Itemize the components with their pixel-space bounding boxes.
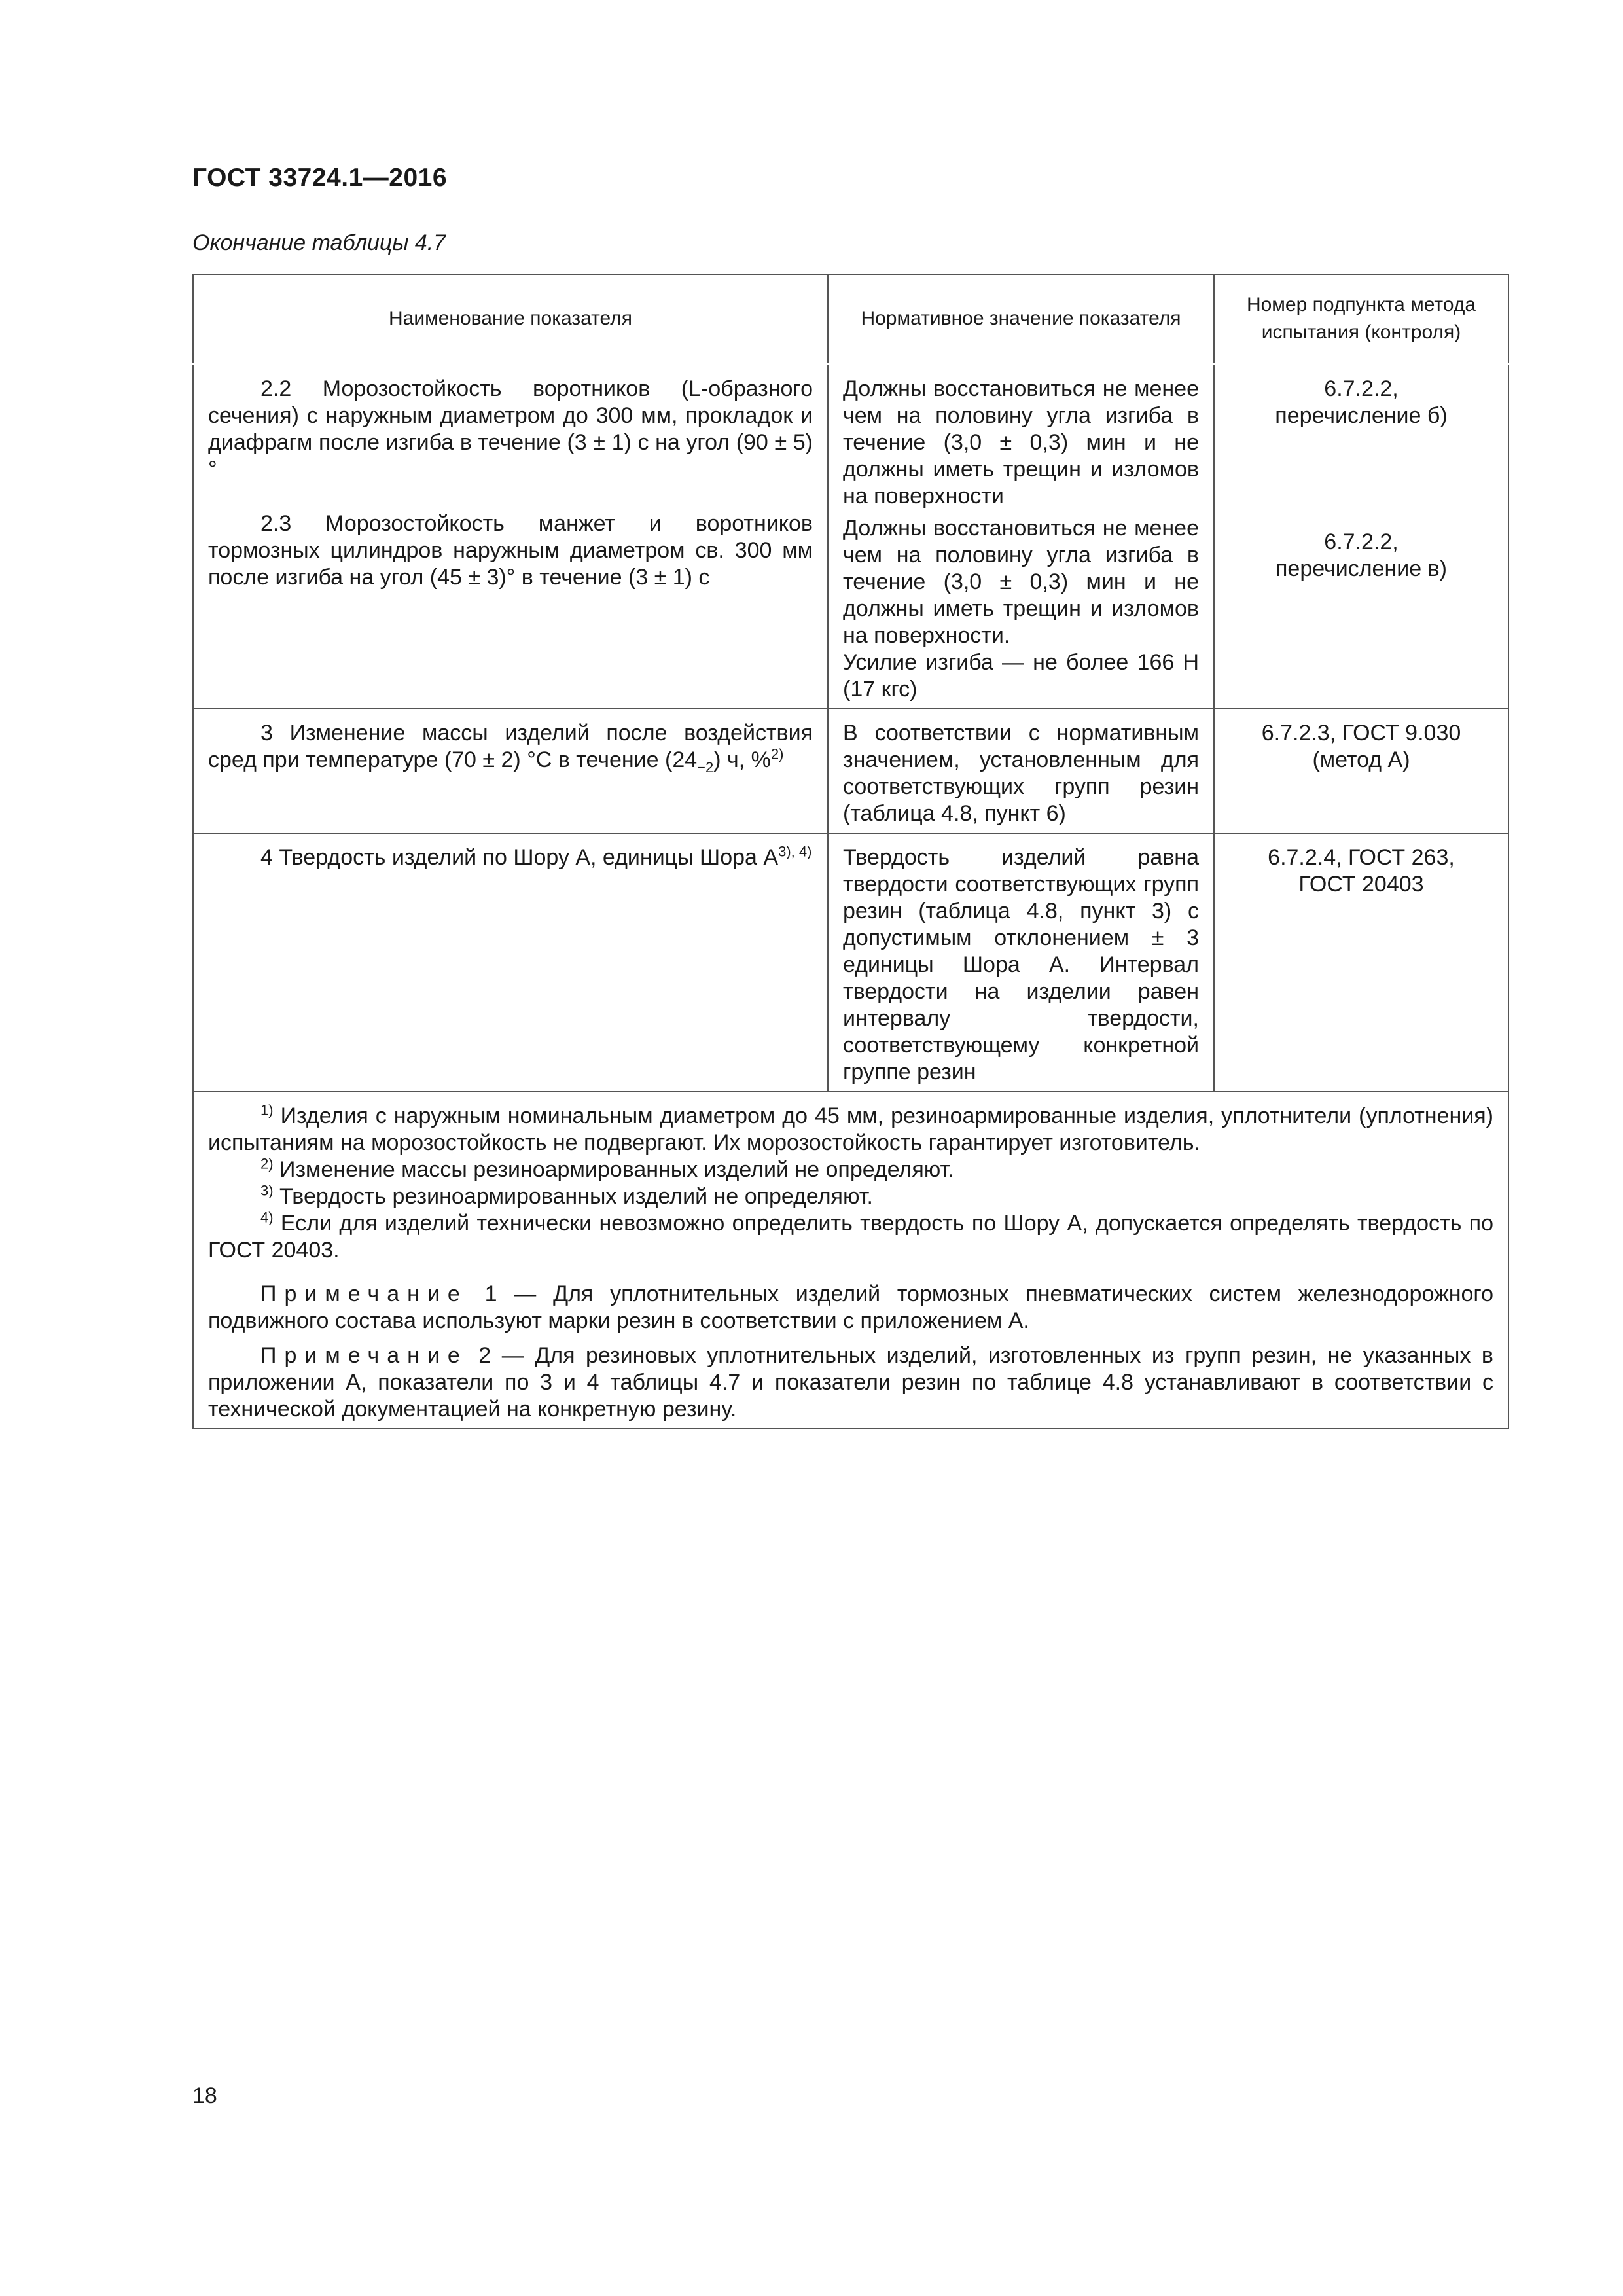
normative-value: Твердость изделий равна твердости соответствующих групп резин (таблица 4.8, пункт 3) с допустимым отклонением ± 3 единицы Шора А. Интервал твердости на изделии равен интервалу твердости, соответствующему конкретной группе резин [843,845,1199,1085]
test-method-ref [1229,720,1493,774]
footnote: $^{4)}$ Если для изделий технически невозможно определить твердость по Шору А, допускается определять твердость по ГОСТ 20403. [208,1209,1493,1263]
test-method-cell [1214,709,1508,833]
table-caption: Окончание таблицы 4.7 [192,230,446,255]
table-notes-row [193,1092,1508,1429]
normative-value: Должны восстановиться не менее чем на половину угла изгиба в течение (3,0 ± 0,3) мин и не должны иметь трещин и изломов на поверхности. [843,516,1199,648]
page-number: 18 [192,2083,217,2108]
header-indicator-name: Наименование показателя [193,274,828,364]
indicator-name-cell [193,709,828,833]
test-method-ref-line: (метод А) [1312,747,1410,772]
specification-table [192,274,1509,1429]
table-note: Примечание 2 — Для резиновых уплотнительных изделий, изготовленных из групп резин, не указанных в приложении А, показатели по 3 и 4 таблицы 4.7 и показатели резин по таблице 4.8 устанавливают в соответствии с технической документацией на конкретную резину. [208,1343,1493,1422]
test-method-cell [1214,364,1508,709]
indicator-name: 2.2 Морозостойкость воротников (L-образного сечения) с наружным диаметром до 300 мм, прокладок и диафрагм после изгиба в течение (3 ± 1) с на угол (90 ± 5)° [208,376,813,482]
normative-value: В соответствии с нормативным значением, установленным для соответствующих групп резин (таблица 4.8, пункт 6) [843,721,1199,826]
indicator-name-cell [193,833,828,1092]
test-method-ref-line: 6.7.2.4, ГОСТ 263, [1268,845,1455,870]
normative-value-cell [828,709,1214,833]
header-test-method: Номер подпункта метода испытания (контроля) [1214,274,1508,364]
note-label: Примечание [260,1282,468,1306]
indicator-name: 3 Изменение массы изделий после воздействия сред при температуре (70 ± 2) °С в течение $(24_{-2})$ ч, %$^{2)}$ [208,721,813,776]
test-method-ref [1229,376,1493,429]
footnote: $^{1)}$ Изделия с наружным номинальным диаметром до 45 мм, резиноармированные изделия, уплотнители (уплотнения) испытаниям на морозостойкость не подвергают. Их морозостойкость гарантирует изготовитель. [208,1102,1493,1155]
test-method-cell [1214,833,1508,1092]
test-method-ref-line: 6.7.2.2, [1324,529,1399,554]
test-method-ref-line: 6.7.2.2, [1324,376,1399,401]
table-row [193,709,1508,833]
header-normative-value: Нормативное значение показателя [828,274,1214,364]
normative-value-cell [828,833,1214,1092]
indicator-name-cell [193,364,828,709]
indicator-name: 4 Твердость изделий по Шору А, единицы Шора $А^{3), 4)}$ [260,843,812,870]
document-code: ГОСТ 33724.1—2016 [192,164,448,192]
normative-value-extra: Усилие изгиба — не более 166 Н (17 кгс) [843,650,1199,702]
test-method-ref [1229,844,1493,898]
normative-value: Должны восстановиться не менее чем на половину угла изгиба в течение (3,0 ± 0,3) мин и не должны иметь трещин и изломов на поверхности [843,376,1199,509]
test-method-ref-line: 6.7.2.3, ГОСТ 9.030 [1261,721,1461,745]
test-method-ref-line: ГОСТ 20403 [1298,872,1424,897]
footnote: $^{2)}$ Изменение массы резиноармированных изделий не определяют. [260,1155,954,1182]
table-header-row [193,274,1508,364]
table-row [193,833,1508,1092]
footnote: $^{3)}$ Твердость резиноармированных изделий не определяют. [260,1182,873,1209]
table-notes-cell [193,1092,1508,1429]
test-method-ref-line: перечисление б) [1275,403,1448,428]
table-row [193,364,1508,709]
normative-value-cell [828,364,1214,709]
table-note: Примечание 1 — Для уплотнительных изделий тормозных пневматических систем железнодорожного подвижного состава используют марки резин в соответствии с приложением А. [208,1282,1493,1333]
indicator-name: 2.3 Морозостойкость манжет и воротников тормозных цилиндров наружным диаметром св. 300 мм после изгиба на угол (45 ± 3)° в течение (3 ± 1) с [208,511,813,590]
test-method-ref [1229,529,1493,583]
test-method-ref-line: перечисление в) [1275,556,1447,581]
note-label: Примечание [260,1343,468,1368]
